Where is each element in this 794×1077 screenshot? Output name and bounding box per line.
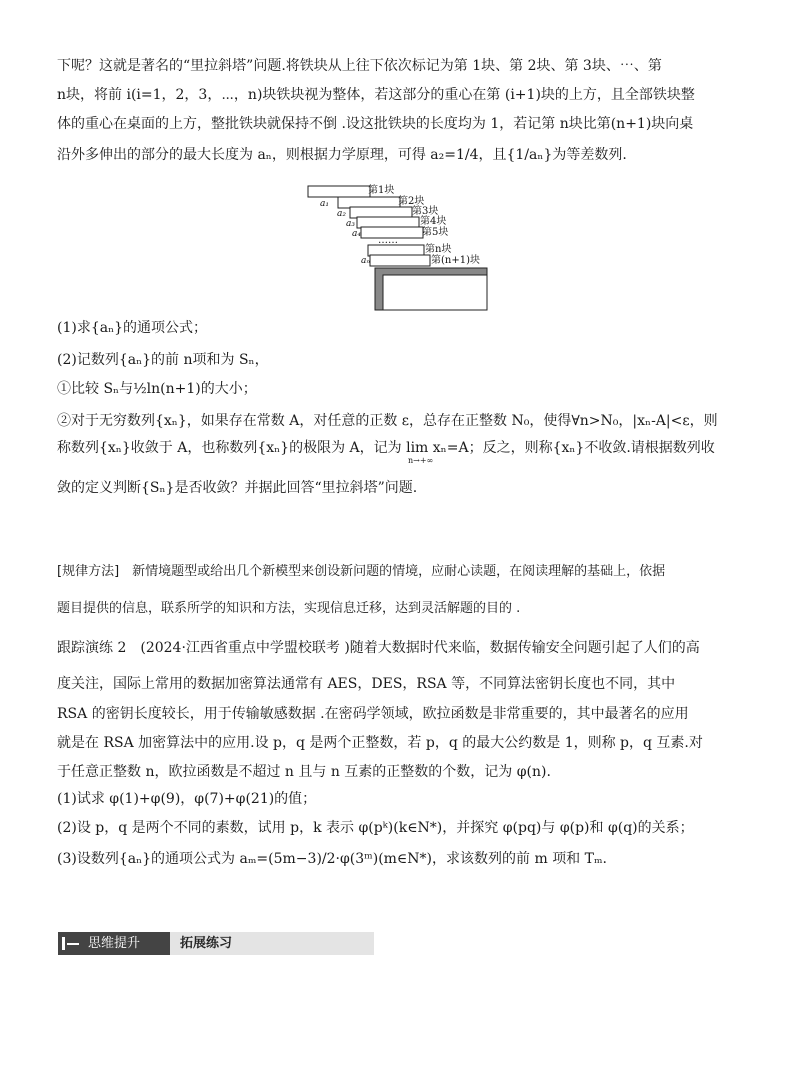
method-line-2: 题目提供的信息，联系所学的知识和方法，实现信息迁移，达到灵活解题的目的 . xyxy=(57,601,521,616)
question-2-2-c: 敛的定义判断{Sₙ}是否收敛？并据此回答“里拉斜塔”问题. xyxy=(57,480,418,496)
problem-line-4: 沿外多伸出的部分的最大长度为 aₙ，则根据力学原理，可得 a₂=1/4，且{1/aₙ}为等差数列. xyxy=(57,147,627,163)
banner-dash-icon xyxy=(67,943,79,945)
label-a4: a₄ xyxy=(352,229,361,239)
section-banner xyxy=(58,932,374,955)
label-block-2: 第2块 xyxy=(398,196,425,207)
question-2: (2)记数列{aₙ}的前 n项和为 Sₙ， xyxy=(57,352,269,368)
practice-line-1: 跟踪演练 2 (2024·江西省重点中学盟校联考 )随着大数据时代来临，数据传输安全问题引起了人们的高 xyxy=(57,640,700,656)
label-block-1: 第1块 xyxy=(368,185,395,196)
block-n xyxy=(368,245,424,256)
lim-subscript: n→+∞ xyxy=(408,456,434,465)
label-block-5: 第5块 xyxy=(422,227,449,238)
question-1: (1)求{aₙ}的通项公式； xyxy=(57,320,208,336)
problem-line-2: n块，将前 i(i=1，2，3，⋯，n)块铁块视为整体，若这部分的重心在第 (i+1)块的上方，且全部铁块整 xyxy=(57,87,695,103)
figure-dots: …… xyxy=(378,235,398,246)
banner-left-label: 思维提升 xyxy=(88,936,141,951)
label-block-n1: 第(n+1)块 xyxy=(431,255,480,266)
problem-line-1: 下呢？这就是著名的“里拉斜塔”问题.将铁块从上往下依次标记为第 1块、第 2块、第 3块、⋯、第 xyxy=(57,58,662,74)
question-2-2-a: ②对于无穷数列{xₙ}，如果存在常数 A，对任意的正数 ε，总存在正整数 N₀，使得∀n>N₀，|xₙ-A|<ε，则 xyxy=(57,413,718,429)
practice-line-5: 于任意正整数 n，欧拉函数是不超过 n 且与 n 互素的正整数的个数，记为 φ(n). xyxy=(57,764,551,780)
practice-line-4: 就是在 RSA 加密算法中的应用.设 p，q 是两个正整数，若 p，q 的最大公约数是 1，则称 p，q 互素.对 xyxy=(57,735,703,751)
label-a3: a₃ xyxy=(346,219,355,229)
problem-line-3: 体的重心在桌面的上方，整批铁块就保持不倒 .设这批铁块的长度均为 1，若记第 n块比第(n+1)块向桌 xyxy=(57,116,694,132)
block-1 xyxy=(308,186,370,197)
stacked-blocks-diagram xyxy=(300,182,500,312)
practice-q1: (1)试求 φ(1)+φ(9)，φ(7)+φ(21)的值； xyxy=(57,791,317,807)
practice-q2: (2)设 p，q 是两个不同的素数，试用 p，k 表示 φ(pᵏ)(k∈N*)，并探究 φ(pq)与 φ(p)和 φ(q)的关系； xyxy=(57,820,694,836)
block-2 xyxy=(338,197,400,208)
question-2-2-b: 称数列{xₙ}收敛于 A，也称数列{xₙ}的极限为 A，记为 lim xₙ=A；反之，则称{xₙ}不收敛.请根据数列收 xyxy=(57,440,715,456)
label-an: aₙ xyxy=(361,256,371,266)
banner-left xyxy=(58,932,170,955)
banner-right-label: 拓展练习 xyxy=(180,936,233,951)
label-a1: a₁ xyxy=(320,199,329,209)
method-line-1: [规律方法] 新情境题型或给出几个新模型来创设新问题的情境，应耐心读题，在阅读理解的基础上，依据 xyxy=(57,564,666,579)
label-block-3: 第3块 xyxy=(412,206,439,217)
banner-bar-icon xyxy=(62,937,65,950)
stacked-blocks-figure xyxy=(300,182,500,316)
block-4 xyxy=(357,217,419,228)
block-3 xyxy=(350,207,412,218)
block-n-plus-1 xyxy=(370,255,430,266)
practice-q3: (3)设数列{aₙ}的通项公式为 aₘ=(5m−3)/2·φ(3ᵐ)(m∈N*)，求该数列的前 m 项和 Tₘ. xyxy=(57,851,608,867)
label-block-4: 第4块 xyxy=(420,216,447,227)
table-inner xyxy=(383,275,487,310)
practice-line-3: RSA 的密钥长度较长，用于传输敏感数据 .在密码学领域，欧拉函数是非常重要的，其中最著名的应用 xyxy=(57,706,689,722)
label-a2: a₂ xyxy=(337,209,346,219)
question-2-1: ①比较 Sₙ与½ln(n+1)的大小； xyxy=(57,381,257,397)
practice-line-2: 度关注，国际上常用的数据加密算法通常有 AES，DES，RSA 等，不同算法密钥长度也不同，其中 xyxy=(57,676,676,692)
label-block-n: 第n块 xyxy=(425,244,452,255)
